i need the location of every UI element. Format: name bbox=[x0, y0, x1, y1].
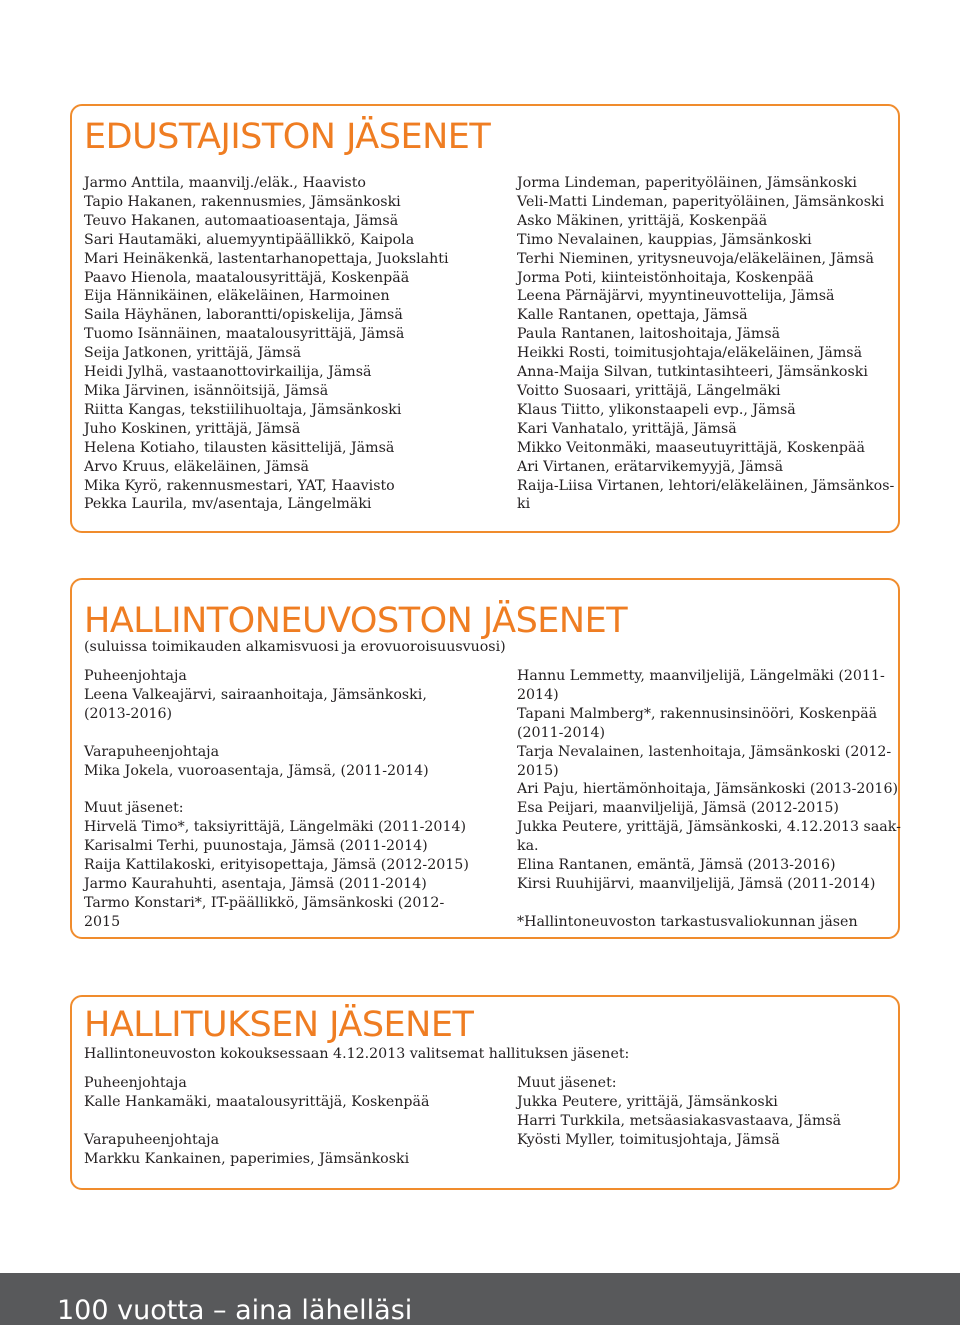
list-item: Paavo Hienola, maatalousyrittäjä, Koskenpää bbox=[84, 269, 410, 286]
hallitus-title: HALLITUKSEN JÄSENET bbox=[84, 1005, 474, 1045]
list-item: Mika Järvinen, isännöitsijä, Jämsä bbox=[84, 382, 329, 399]
vice-chair-label: Varapuheenjohtaja bbox=[84, 743, 220, 760]
list-item: Leena Pärnäjärvi, myyntineuvottelija, Jämsä bbox=[517, 288, 835, 305]
list-item: Klaus Tiitto, ylikonstaapeli evp., Jämsä bbox=[517, 401, 796, 418]
list-item: Teuvo Hakanen, automaatioasentaja, Jämsä bbox=[84, 212, 399, 229]
hallitus-right-column bbox=[517, 1074, 841, 1150]
hallitus-members-list bbox=[517, 1093, 841, 1150]
list-item: Asko Mäkinen, yrittäjä, Koskenpää bbox=[517, 212, 768, 229]
list-item: Esa Peijari, maanviljelijä, Jämsä (2012-2015) bbox=[517, 800, 839, 817]
list-item: Mika Kyrö, rakennusmestari, YAT, Haavisto bbox=[84, 477, 395, 494]
list-item: Kalle Rantanen, opettaja, Jämsä bbox=[517, 307, 748, 324]
list-item: Harri Turkkila, metsäasiakasvastaava, Jämsä bbox=[517, 1112, 842, 1129]
members-label: Muut jäsenet: bbox=[84, 800, 184, 817]
list-item: ki bbox=[517, 496, 531, 513]
list-item: Mari Heinäkenkä, lastentarhanopettaja, Juokslahti bbox=[84, 250, 449, 267]
list-item: Jorma Poti, kiinteistönhoitaja, Koskenpää bbox=[517, 269, 814, 286]
list-item: Heikki Rosti, toimitusjohtaja/eläkeläinen, Jämsä bbox=[517, 345, 863, 362]
hallitus-subtitle: Hallintoneuvoston kokouksessaan 4.12.2013 valitsemat hallituksen jäsenet: bbox=[84, 1046, 630, 1062]
list-item: Jukka Peutere, yrittäjä, Jämsänkoski, 4.12.2013 saak- bbox=[517, 819, 901, 836]
edustajisto-right-list bbox=[517, 174, 894, 514]
list-item: Paula Rantanen, laitoshoitaja, Jämsä bbox=[517, 326, 781, 343]
list-item: Elina Rantanen, emäntä, Jämsä (2013-2016) bbox=[517, 857, 836, 874]
vice-chair-lines bbox=[84, 762, 469, 781]
hallintoneuvosto-title: HALLINTONEUVOSTON JÄSENET bbox=[84, 601, 628, 641]
hallitus-members-label: Muut jäsenet: bbox=[517, 1075, 617, 1091]
list-item: Mikko Veitonmäki, maaseutuyrittäjä, Koskenpää bbox=[517, 439, 865, 456]
list-item: Hirvelä Timo*, taksiyrittäjä, Längelmäki (2011-2014) bbox=[84, 819, 467, 836]
footnote: *Hallintoneuvoston tarkastusvaliokunnan jäsen bbox=[517, 913, 858, 930]
list-item: Karisalmi Terhi, puunostaja, Jämsä (2011-2014) bbox=[84, 838, 428, 855]
list-item: Raija-Liisa Virtanen, lehtori/eläkeläinen, Jämsänkos- bbox=[517, 477, 895, 494]
list-item: Ari Virtanen, erätarvikemyyjä, Jämsä bbox=[517, 458, 784, 475]
hallitus-vice: Markku Kankainen, paperimies, Jämsänkoski bbox=[84, 1150, 410, 1167]
list-item: 2015) bbox=[517, 762, 559, 779]
list-item: Eija Hännikäinen, eläkeläinen, Harmoinen bbox=[84, 288, 390, 305]
hallintoneuvosto-left-column bbox=[84, 667, 469, 932]
list-item: Arvo Kruus, eläkeläinen, Jämsä bbox=[84, 458, 309, 475]
list-item: Hannu Lemmetty, maanviljelijä, Längelmäki (2011- bbox=[517, 668, 885, 684]
list-item: Jarmo Anttila, maanvilj./eläk., Haavisto bbox=[84, 175, 366, 191]
hallintoneuvosto-right-column bbox=[517, 667, 901, 932]
list-item: Kyösti Myller, toimitusjohtaja, Jämsä bbox=[517, 1131, 780, 1148]
chair-label: Puheenjohtaja bbox=[84, 668, 187, 684]
list-item: (2013-2016) bbox=[84, 705, 173, 722]
list-item: Ari Paju, hiertämönhoitaja, Jämsänkoski (2013-2016) bbox=[517, 781, 899, 798]
list-item: Kari Vanhatalo, yrittäjä, Jämsä bbox=[517, 420, 737, 437]
list-item: Jorma Lindeman, paperityöläinen, Jämsänkoski bbox=[517, 175, 857, 191]
edustajisto-title: EDUSTAJISTON JÄSENET bbox=[84, 117, 491, 157]
list-item: Tarja Nevalainen, lastenhoitaja, Jämsänkoski (2012- bbox=[517, 743, 892, 760]
list-item: Riitta Kangas, tekstiilihuoltaja, Jämsänkoski bbox=[84, 401, 402, 418]
list-item: Tapio Hakanen, rakennusmies, Jämsänkoski bbox=[84, 193, 401, 210]
list-item: Heidi Jylhä, vastaanottovirkailija, Jämsä bbox=[84, 364, 372, 381]
footer-slogan: 100 vuotta – aina lähelläsi bbox=[57, 1295, 413, 1326]
list-item: 2015 bbox=[84, 913, 121, 930]
list-item: (2011-2014) bbox=[517, 724, 606, 741]
hallintoneuvosto-subtitle: (suluissa toimikauden alkamisvuosi ja erovuoroisuusvuosi) bbox=[84, 639, 506, 655]
list-item: 2014) bbox=[517, 686, 559, 703]
list-item: Terhi Nieminen, yritysneuvoja/eläkeläinen, Jämsä bbox=[517, 250, 874, 267]
list-item: Tarmo Konstari*, IT-päällikkö, Jämsänkoski (2012- bbox=[84, 894, 445, 911]
list-item: Jukka Peutere, yrittäjä, Jämsänkoski bbox=[517, 1093, 778, 1110]
list-item: Kirsi Ruuhijärvi, maanviljelijä, Jämsä (2011-2014) bbox=[517, 875, 876, 892]
edustajisto-left-list bbox=[84, 174, 448, 514]
hallitus-chair-label: Puheenjohtaja bbox=[84, 1075, 187, 1091]
list-item: Mika Jokela, vuoroasentaja, Jämsä, (2011-2014) bbox=[84, 762, 429, 779]
list-item: Voitto Suosaari, yrittäjä, Längelmäki bbox=[517, 382, 781, 399]
chair-lines bbox=[84, 686, 469, 724]
list-item: Seija Jatkonen, yrittäjä, Jämsä bbox=[84, 345, 302, 362]
list-item: Helena Kotiaho, tilausten käsittelijä, Jämsä bbox=[84, 439, 395, 456]
list-item: Sari Hautamäki, aluemyyntipäällikkö, Kaipola bbox=[84, 231, 415, 248]
hallitus-vice-label: Varapuheenjohtaja bbox=[84, 1131, 220, 1148]
list-item: Pekka Laurila, mv/asentaja, Längelmäki bbox=[84, 496, 372, 513]
list-item: Anna-Maija Silvan, tutkintasihteeri, Jämsänkoski bbox=[517, 364, 868, 381]
list-item: Raija Kattilakoski, erityisopettaja, Jämsä (2012-2015) bbox=[84, 857, 469, 874]
list-item: Leena Valkeajärvi, sairaanhoitaja, Jämsänkoski, bbox=[84, 686, 427, 703]
list-item: Jarmo Kaurahuhti, asentaja, Jämsä (2011-2014) bbox=[84, 875, 427, 892]
hallitus-left-column bbox=[84, 1074, 429, 1169]
list-item: Tapani Malmberg*, rakennusinsinööri, Koskenpää bbox=[517, 705, 878, 722]
list-item: Saila Häyhänen, laborantti/opiskelija, Jämsä bbox=[84, 307, 403, 324]
list-item: Veli-Matti Lindeman, paperityöläinen, Jämsänkoski bbox=[517, 193, 885, 210]
list-item: Juho Koskinen, yrittäjä, Jämsä bbox=[84, 420, 301, 437]
hallitus-chair: Kalle Hankamäki, maatalousyrittäjä, Koskenpää bbox=[84, 1093, 430, 1110]
members-left-list bbox=[84, 818, 469, 931]
members-right-list bbox=[517, 667, 901, 894]
list-item: Timo Nevalainen, kauppias, Jämsänkoski bbox=[517, 231, 812, 248]
list-item: ka. bbox=[517, 838, 539, 855]
list-item: Tuomo Isännäinen, maatalousyrittäjä, Jämsä bbox=[84, 326, 405, 343]
